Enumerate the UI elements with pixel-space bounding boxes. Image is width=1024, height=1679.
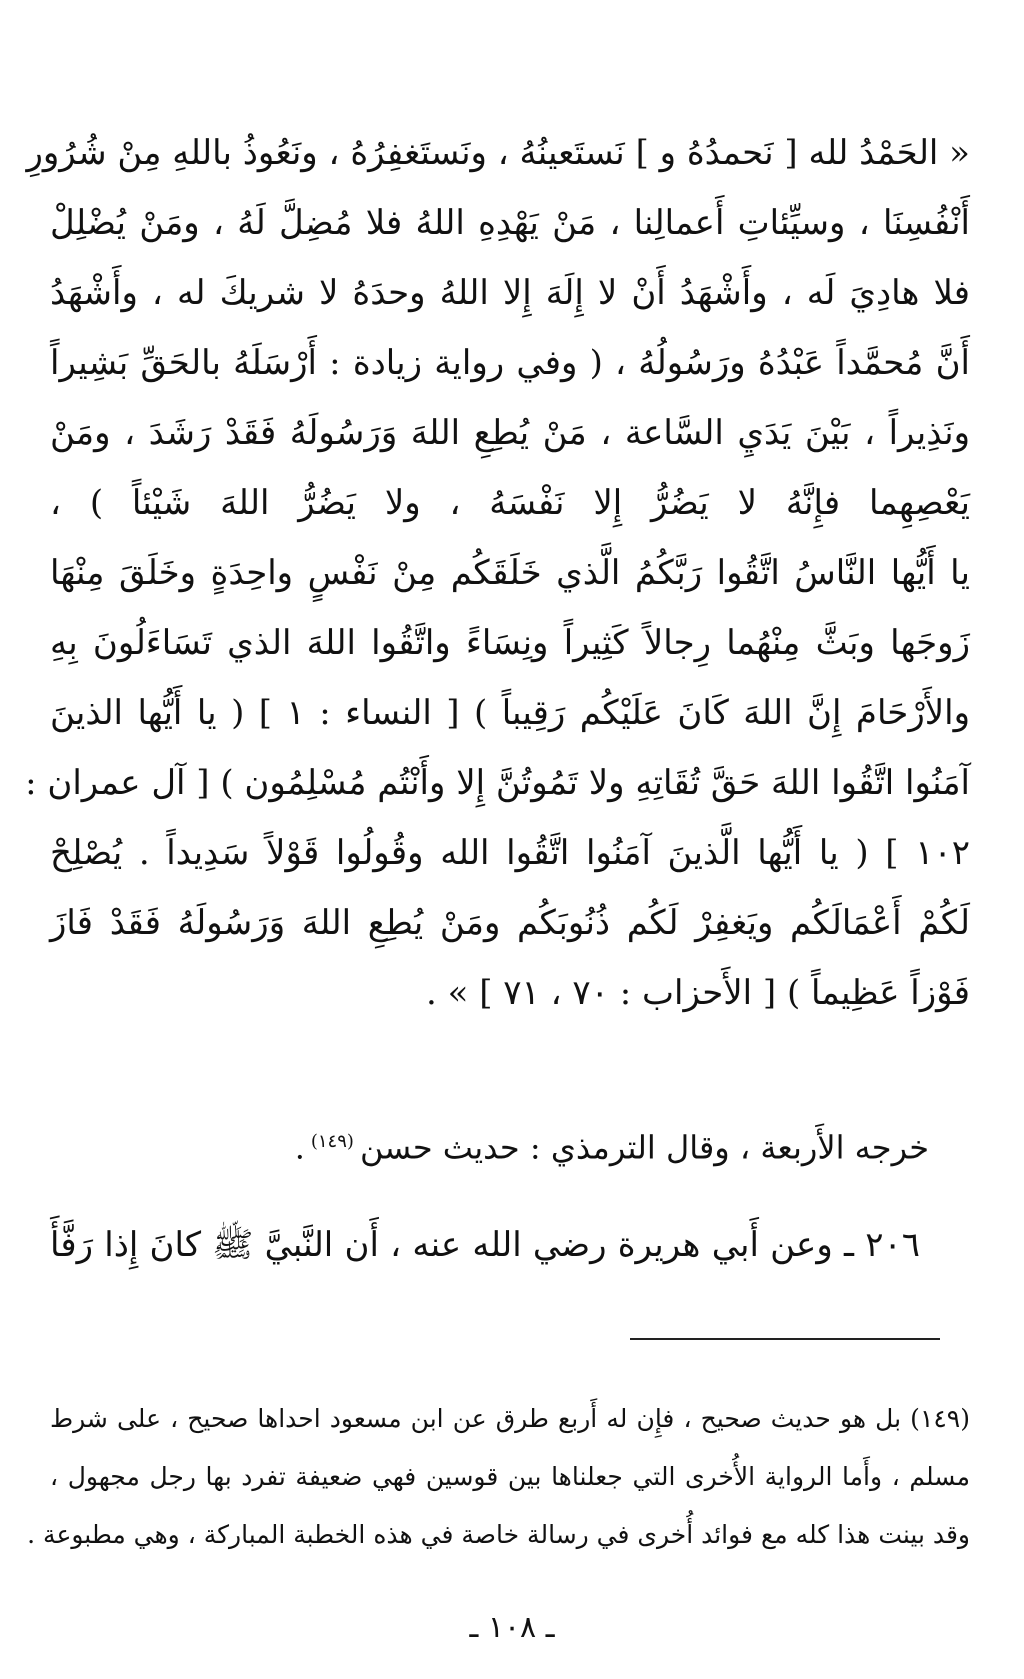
text-line: والأَرْحَامَ إِنَّ اللهَ كَانَ عَلَيْكُم رَقِيباً ) [ النساء : ١ ] ( يا أَيُّها الذينَ — [50, 693, 970, 733]
text-line: ونَذِيراً ، بَيْنَ يَدَيِ السَّاعة ، مَنْ يُطِعِ اللهَ وَرَسُولَهُ فَقَدْ رَشَدَ ، ومَنْ — [50, 413, 970, 453]
text-line: يَعْصِهِما فإِنَّهُ لا يَضُرُّ إِلا نَفْسَهُ ، ولا يَضُرُّ اللهَ شَيْئاً ) ، — [50, 483, 970, 523]
hadith-heading-line: ٢٠٦ ـ وعن أَبي هريرة رضي الله عنه ، أَن النَّبيَّ ﷺ كانَ إِذا رَفَّأَ — [50, 1225, 920, 1265]
page-number: ـ ١٠٨ ـ — [469, 1610, 555, 1645]
narration-end: . — [294, 1128, 305, 1167]
text-line: آمَنُوا اتَّقُوا اللهَ حَقَّ تُقَاتِهِ ولا تَمُوتُنَّ إِلا وأَنْتُم مُسْلِمُون ) [ آل عمران : — [25, 763, 970, 803]
text-line: « الحَمْدُ لله [ نَحمدُهُ و ] نَستَعينُهُ ، ونَستَغفِرُهُ ، ونَعُوذُ باللهِ مِنْ شُرُورِ — [26, 133, 970, 173]
text-line: يا أَيُّها النَّاسُ اتَّقُوا رَبَّكُمُ الَّذي خَلَقَكُم مِنْ نَفْسٍ واحِدَةٍ وخَلَقَ مِنْهَا — [50, 553, 970, 593]
text-line: فلا هادِيَ لَه ، وأَشْهَدُ أَنْ لا إِلَهَ إِلا اللهُ وحدَهُ لا شريكَ له ، وأَشْهَدُ — [50, 273, 970, 313]
text-line: فَوْزاً عَظِيماً ) [ الأَحزاب : ٧٠ ، ٧١ ] » . — [426, 973, 970, 1013]
footnote-line: مسلم ، وأَما الرواية الأُخرى التي جعلناها بين قوسين فهي ضعيفة تفرد بها رجل مجهول ، — [50, 1462, 970, 1491]
narration-text: خرجه الأَربعة ، وقال الترمذي : حديث حسن — [359, 1128, 929, 1167]
text-line: أَنْفُسِنَا ، وسيِّئاتِ أَعمالِنا ، مَنْ يَهْدِهِ اللهُ فلا مُضِلَّ لَهُ ، ومَنْ يُضْلِلْ — [50, 203, 970, 243]
footnote-line: (١٤٩) بل هو حديث صحيح ، فإِن له أَربع طرق عن ابن مسعود احداها صحيح ، على شرط — [50, 1404, 970, 1433]
footnote-reference[interactable]: (١٤٩) — [310, 1131, 354, 1152]
footnote-line: وقد بينت هذا كله مع فوائد أُخرى في رسالة خاصة في هذه الخطبة المباركة ، وهي مطبوعة . — [27, 1520, 970, 1549]
footnote-divider — [630, 1338, 940, 1340]
text-line: زَوجَها وبَثَّ مِنْهُما رِجالاً كَثِيراً ونِسَاءً واتَّقُوا اللهَ الذي تَسَاءَلُونَ بِهِ — [50, 623, 970, 663]
text-line: ١٠٢ ] ( يا أَيُّها الَّذينَ آمَنُوا اتَّقُوا الله وقُولُوا قَوْلاً سَدِيداً . يُصْلِحْ — [50, 833, 970, 873]
text-line: لَكُمْ أَعْمَالَكُم ويَغفِرْ لَكُم ذُنُوبَكُم ومَنْ يُطِعِ اللهَ وَرَسُولَهُ فَقَدْ فَازَ — [50, 903, 970, 943]
sermon-text — [25, 118, 970, 1028]
footnotes — [27, 1390, 970, 1564]
narration-note — [295, 1112, 929, 1178]
text-line: أَنَّ مُحمَّداً عَبْدُهُ ورَسُولُهُ ، ( وفي رواية زيادة : أَرْسَلَهُ بالحَقِّ بَشِيراً — [50, 343, 970, 383]
